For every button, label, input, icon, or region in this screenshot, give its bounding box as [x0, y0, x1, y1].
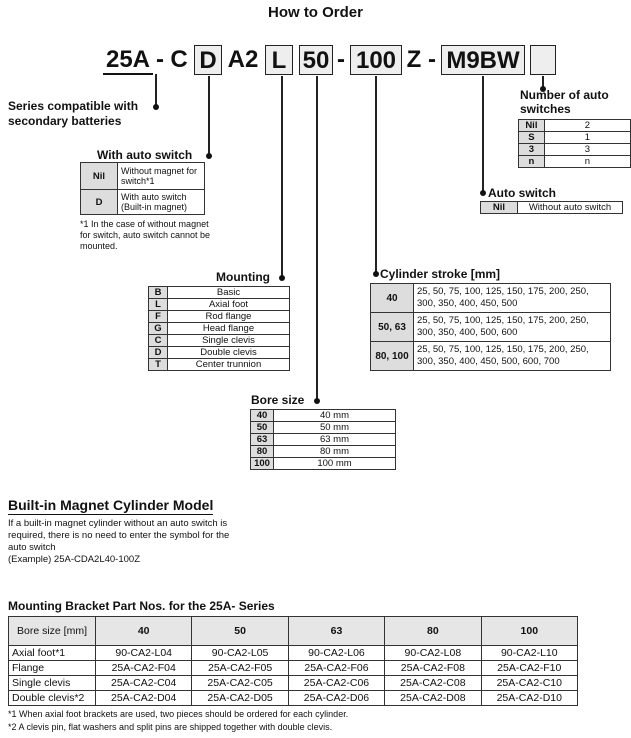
builtin-heading: Built-in Magnet Cylinder Model: [8, 497, 214, 513]
number-switches-table: [518, 119, 631, 168]
page-title: How to Order: [267, 4, 363, 21]
leader-switch: [482, 76, 484, 194]
table-row: L Axial foot: [149, 299, 290, 311]
table-row: S 1: [519, 132, 631, 144]
table-row: 50, 63 25, 50, 75, 100, 125, 150, 175, 200, 250, 300, 350, 400, 500, 600: [371, 313, 611, 342]
code-switch-box: M9BW: [441, 45, 525, 75]
footnote: *1 When axial foot brackets are used, two pieces should be ordered for each cylinder.: [8, 709, 349, 719]
leader-dot: [206, 153, 212, 159]
code-dash: -: [337, 46, 345, 73]
leader-dot: [279, 275, 285, 281]
table-row: 40 25, 50, 75, 100, 125, 150, 175, 200, 250, 300, 350, 400, 450, 500: [371, 284, 611, 313]
with-auto-switch-table: [80, 162, 205, 215]
auto-switch-table: [480, 201, 623, 214]
with-auto-switch-label: With auto switch: [97, 148, 193, 162]
table-row: F Rod flange: [149, 311, 290, 323]
mounting-label: Mounting: [216, 270, 270, 284]
leader-bore: [316, 76, 318, 401]
footnote: *1 In the case of without magnet for switch, auto switch cannot be mounted.: [80, 219, 211, 251]
code-mounting-box: L: [265, 45, 293, 75]
table-row: 3 3: [519, 144, 631, 156]
leader-dot: [314, 398, 320, 404]
code-z: Z: [406, 46, 422, 73]
leader-dot: [480, 190, 486, 196]
table-row: 80 80 mm: [251, 446, 396, 458]
table-row: Nil 2: [519, 120, 631, 132]
code-bore-box: 50: [299, 45, 333, 75]
table-row: T Center trunnion: [149, 359, 290, 371]
table-row: B Basic: [149, 287, 290, 299]
bracket-heading: Mounting Bracket Part Nos. for the 25A- Series: [8, 599, 275, 613]
leader-dot: [153, 104, 159, 110]
code-a2: A2: [227, 46, 259, 73]
table-row: 50 50 mm: [251, 422, 396, 434]
table-row: 63 63 mm: [251, 434, 396, 446]
code-stroke-box: 100: [350, 45, 402, 75]
table-row: Flange 25A-CA2-F04 25A-CA2-F05 25A-CA2-F06 25A-CA2-F08 25A-CA2-F10: [9, 661, 578, 676]
cylinder-stroke-table: [370, 283, 611, 371]
leader-mounting: [281, 76, 283, 278]
table-row: Nil Without magnet for switch*1: [81, 163, 205, 190]
bore-size-label: Bore size: [251, 393, 305, 407]
series-label: Series compatible with secondary batteries: [8, 99, 139, 128]
cylinder-stroke-label: Cylinder stroke [mm]: [380, 267, 501, 281]
auto-switch-label: Auto switch: [488, 186, 556, 200]
leader-series: [155, 74, 157, 106]
code-dash: -: [428, 46, 436, 73]
table-row: D With auto switch (Built-in magnet): [81, 190, 205, 215]
code-series: 25A: [103, 45, 153, 75]
table-row: C Single clevis: [149, 335, 290, 347]
table-row: Nil Without auto switch: [481, 202, 623, 214]
table-row: 80, 100 25, 50, 75, 100, 125, 150, 175, 200, 250, 300, 350, 400, 450, 500, 600, 700: [371, 342, 611, 371]
footnote: *2 A clevis pin, flat washers and split pins are shipped together with double clevis.: [8, 722, 333, 732]
table-header-row: Bore size [mm] 40 50 63 80 100: [9, 617, 578, 646]
table-row: D Double clevis: [149, 347, 290, 359]
code-dash: -: [156, 46, 164, 73]
table-row: G Head flange: [149, 323, 290, 335]
bore-size-table: [250, 409, 396, 470]
mounting-table: [148, 286, 290, 371]
code-count-box: [530, 45, 556, 75]
code-d-box: D: [194, 45, 222, 75]
leader-d: [208, 76, 210, 156]
builtin-text: If a built-in magnet cylinder without an auto switch is required, there is no need to enter the symbol for the auto switch (Example) 25A-CDA2L40-100Z: [8, 518, 230, 565]
table-row: 40 40 mm: [251, 410, 396, 422]
table-row: Axial foot*1 90-CA2-L04 90-CA2-L05 90-CA2-L06 90-CA2-L08 90-CA2-L10: [9, 646, 578, 661]
table-row: n n: [519, 156, 631, 168]
number-switches-label: Number of auto switches: [520, 88, 609, 116]
leader-dot: [373, 271, 379, 277]
table-row: Single clevis 25A-CA2-C04 25A-CA2-C05 25A-CA2-C06 25A-CA2-C08 25A-CA2-C10: [9, 676, 578, 691]
table-row: 100 100 mm: [251, 458, 396, 470]
leader-stroke: [375, 76, 377, 274]
bracket-table: [8, 616, 578, 706]
table-row: Double clevis*2 25A-CA2-D04 25A-CA2-D05 25A-CA2-D06 25A-CA2-D08 25A-CA2-D10: [9, 691, 578, 706]
code-c: C: [170, 46, 188, 73]
